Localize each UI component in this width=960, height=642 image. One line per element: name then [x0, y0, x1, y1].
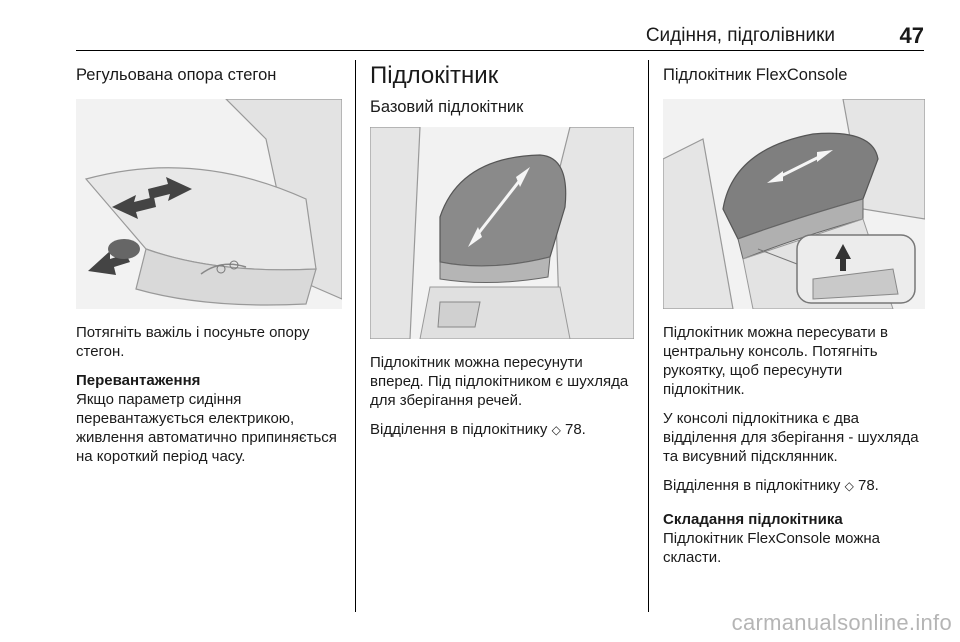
body-text: Підлокітник FlexConsole можна скласти. [663, 530, 880, 566]
column-thigh-support [76, 60, 342, 476]
column-flexconsole [663, 60, 925, 577]
flexconsole-drawing [663, 99, 925, 309]
section-heading: Підлокітник FlexConsole [663, 66, 848, 84]
armrest-drawing [370, 127, 634, 339]
body-text: Підлокітник можна пересунути вперед. Під підлокітником є шухляда для зберігання речей. [370, 354, 629, 409]
page-number: 47 [899, 23, 924, 48]
subheading-overload: Перевантаження [76, 372, 201, 389]
reference-text: Відділення в підлокітнику [663, 477, 841, 494]
thigh-support-illustration [76, 99, 342, 309]
body-text: Потягніть важіль і посуньте опору стегон. [76, 324, 310, 360]
body-text: Якщо параметр сидіння перевантажується електрикою, живлення автоматично припиняється на короткий період часу. [76, 391, 337, 465]
reference-page[interactable]: 78. [857, 477, 879, 494]
body-text-reference [663, 476, 925, 496]
watermark-text: carmanualsonline.info [731, 610, 952, 635]
page-reference-icon: ◇ [844, 479, 854, 493]
reference-text: Відділення в підлокітнику [370, 421, 548, 438]
column-divider [648, 60, 649, 612]
flexconsole-illustration [663, 99, 925, 309]
running-header-title: Сидіння, підголівники [645, 25, 835, 46]
section-heading: Базовий підлокітник [370, 98, 524, 116]
body-text: Підлокітник можна пересувати в центральну консоль. Потягніть рукоятку, щоб пересунути підлокітник. [663, 324, 888, 398]
section-heading: Регульована опора стегон [76, 66, 277, 84]
page-reference-icon: ◇ [551, 423, 561, 437]
body-text: У консолі підлокітника є два відділення для зберігання - шухляда та висувний підсклянник. [663, 410, 919, 465]
chapter-heading: Підлокітник [370, 62, 499, 89]
subheading-folding: Складання підлокітника [663, 511, 843, 528]
body-text-reference [370, 420, 634, 440]
header-rule [76, 50, 924, 51]
column-divider [355, 60, 356, 612]
reference-page[interactable]: 78. [564, 421, 586, 438]
basic-armrest-illustration [370, 127, 634, 339]
seat-drawing [76, 99, 342, 309]
column-armrest [370, 60, 634, 450]
